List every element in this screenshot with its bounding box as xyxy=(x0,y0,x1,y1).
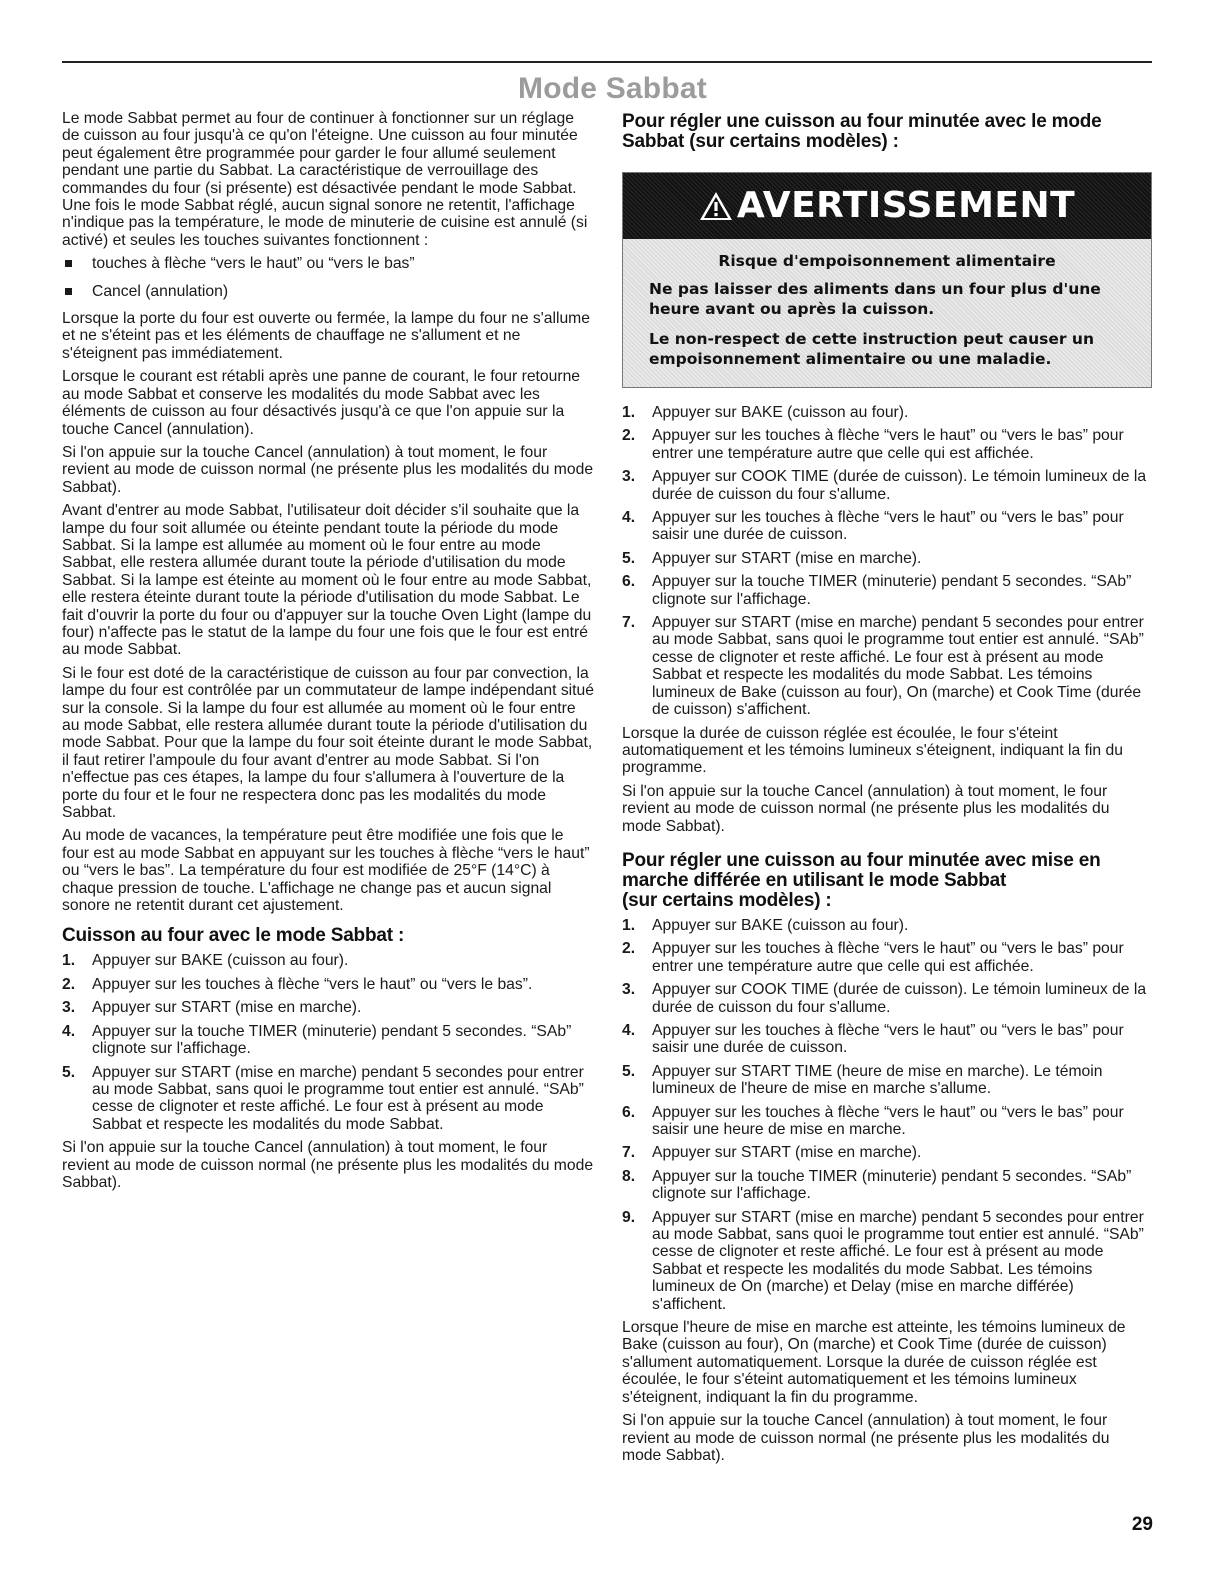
step-text: Appuyer sur la touche TIMER (minuterie) pendant 5 secondes. “SAb” clignote sur l'affichage. xyxy=(652,573,1132,608)
step-number: 6. xyxy=(622,1103,636,1121)
paragraph-end-program: Lorsque la durée de cuisson réglée est écoulée, le four s'éteint automatiquement et les témoins lumineux s'éteignent, indiquant la fin du programme. xyxy=(622,724,1123,777)
step-number: 5. xyxy=(622,549,636,567)
step-text: Appuyer sur BAKE (cuisson au four). xyxy=(652,404,909,421)
warning-line-1: Ne pas laisser des aliments dans un four plus d'une heure avant ou après la cuisson. xyxy=(649,280,1101,318)
step-text: Appuyer sur BAKE (cuisson au four). xyxy=(652,916,909,934)
bullet-square-icon xyxy=(65,260,72,267)
section-heading-delayed-bake-line2: (sur certains modèles) : xyxy=(622,889,832,911)
right-column xyxy=(622,112,1152,1470)
step-text: Appuyer sur les touches à flèche “vers le haut” ou “vers le bas”. xyxy=(92,975,533,993)
paragraph-cancel: Si l'on appuie sur la touche Cancel (annulation) à tout moment, le four revient au mode de cuisson normal (ne présente plus les modalités du mode Sabbat). xyxy=(62,443,594,496)
step-item xyxy=(622,468,1152,503)
step-number: 8. xyxy=(622,1167,636,1185)
top-rule xyxy=(62,61,1152,63)
timed-bake-steps xyxy=(622,404,1152,719)
paragraph-cancel-3: Si l'on appuie sur la touche Cancel (annulation) à tout moment, le four revient au mode de cuisson normal (ne présente plus les modalités du mode Sabbat). xyxy=(622,782,1110,835)
step-item xyxy=(622,1168,1152,1203)
step-number: 1. xyxy=(62,952,76,970)
step-text: Appuyer sur la touche TIMER (minuterie) pendant 5 secondes. “SAb” clignote sur l'affichage. xyxy=(92,1022,572,1058)
page-title: Mode Sabbat xyxy=(518,72,707,105)
step-item xyxy=(622,404,1152,421)
intro-paragraph: Le mode Sabbat permet au four de continuer à fonctionner sur un réglage de cuisson au four jusqu'à ce qu'on l'éteigne. Une cuisson au four minutée peut également être programmée pour garder le four allumé seulement pendant une partie du Sabbat. La caractéristique de verrouillage des commandes du four (si présente) est désactivée pendant le mode Sabbat. Une fois le mode Sabbat réglé, aucun signal sonore ne retentit, l'affichage n'indique pas la température, le mode de minuterie de cuisine est annulé (si activé) et seules les touches suivantes fonctionnent : xyxy=(62,110,588,249)
step-text: Appuyer sur START (mise en marche). xyxy=(92,999,362,1017)
step-text: Appuyer sur BAKE (cuisson au four). xyxy=(92,952,349,970)
left-column xyxy=(62,110,594,1197)
step-item xyxy=(62,952,594,969)
step-item xyxy=(62,976,594,993)
warning-body xyxy=(623,239,1151,369)
step-text: Appuyer sur les touches à flèche “vers le haut” ou “vers le bas” pour entrer une température autre que celle qui est affichée. xyxy=(652,427,1124,462)
list-item-text: touches à flèche “vers le haut” ou “vers le bas” xyxy=(92,255,415,273)
step-item xyxy=(622,1144,1152,1161)
warning-risk: Risque d'empoisonnement alimentaire xyxy=(718,252,1056,270)
step-item xyxy=(622,573,1152,608)
step-number: 4. xyxy=(62,1022,76,1040)
warning-box xyxy=(622,172,1152,388)
warning-header xyxy=(623,173,1151,239)
warning-line-2: Le non-respect de cette instruction peut causer un empoisonnement alimentaire ou une maladie. xyxy=(649,330,1094,368)
step-item xyxy=(622,509,1152,544)
section-heading-timed-bake: Pour régler une cuisson au four minutée avec le mode Sabbat (sur certains modèles) : xyxy=(622,111,1102,152)
bullet-square-icon xyxy=(65,288,72,295)
step-item xyxy=(622,550,1152,567)
step-text: Appuyer sur START (mise en marche) pendant 5 secondes pour entrer au mode Sabbat, sans quoi le programme tout entier est annulé. “SAb” cesse de clignoter et reste affiché. Le four est à présent au mode Sabbat et respecte les modalités du mode Sabbat. Les témoins lumineux de Bake (cuisson au four), On (marche) et Cook Time (durée de cuisson) s'affichent. xyxy=(652,614,1144,719)
step-number: 3. xyxy=(622,981,636,999)
step-text: Appuyer sur START (mise en marche) pendant 5 secondes pour entrer au mode Sabbat, sans quoi le programme tout entier est annulé. “SAb” cesse de clignoter et reste affiché. Le four est à présent au mode Sabbat et respecte les modalités du mode Sabbat. xyxy=(92,1063,584,1133)
step-text: Appuyer sur START (mise en marche). xyxy=(652,1144,922,1162)
paragraph-convection: Si le four est doté de la caractéristique de cuisson au four par convection, la lampe du four est contrôlée par un commutateur de lampe indépendant situé sur la console. Si la lampe du four est allumée au moment où le four entre au mode Sabbat, elle restera allumée durant toute la période d'utilisation du mode Sabbat. Pour que la lampe du four soit éteinte durant le mode Sabbat, il faut retirer l'ampoule du four avant d'entrer au mode Sabbat. Si l'on n'effectue pas ces étapes, la lampe du four s'allumera à l'ouverture de la porte du four et le four ne respectera donc pas les modalités du mode Sabbat. xyxy=(62,664,594,822)
step-number: 2. xyxy=(62,975,76,993)
step-text: Appuyer sur les touches à flèche “vers le haut” ou “vers le bas” pour saisir une durée de cuisson. xyxy=(652,509,1124,544)
step-item xyxy=(62,1023,594,1058)
step-text: Appuyer sur la touche TIMER (minuterie) pendant 5 secondes. “SAb” clignote sur l'affichage. xyxy=(652,1167,1132,1203)
section-heading-delayed-bake xyxy=(622,851,1152,911)
step-number: 4. xyxy=(622,1021,636,1039)
active-keys-list xyxy=(62,255,594,300)
step-item xyxy=(622,940,1152,975)
step-item xyxy=(622,614,1152,718)
list-item-text: Cancel (annulation) xyxy=(92,282,229,300)
paragraph-cancel-4: Si l'on appuie sur la touche Cancel (annulation) à tout moment, le four revient au mode de cuisson normal (ne présente plus les modalités du mode Sabbat). xyxy=(622,1412,1110,1464)
step-item xyxy=(622,1063,1152,1098)
step-item xyxy=(62,1064,594,1134)
step-item xyxy=(622,981,1152,1016)
step-number: 1. xyxy=(622,916,636,934)
warning-title: AVERTISSEMENT xyxy=(736,185,1076,227)
step-text: Appuyer sur COOK TIME (durée de cuisson). Le témoin lumineux de la durée de cuisson du four s'allume. xyxy=(652,981,1147,1016)
step-item xyxy=(622,427,1152,462)
step-text: Appuyer sur START (mise en marche) pendant 5 secondes pour entrer au mode Sabbat, sans quoi le programme tout entier est annulé. “SAb” cesse de clignoter et reste affiché. Le four est à présent au mode Sabbat et respecte les modalités du mode Sabbat. Les témoins lumineux de On (marche) et Delay (mise en marche différée) s'affichent. xyxy=(652,1208,1144,1313)
step-item xyxy=(622,1104,1152,1139)
step-item xyxy=(622,917,1152,934)
step-number: 4. xyxy=(622,509,636,527)
section-heading-delayed-bake-line1: Pour régler une cuisson au four minutée avec mise en marche différée en utilisant le mode Sabbat xyxy=(622,849,1101,891)
step-number: 5. xyxy=(62,1063,76,1081)
step-number: 3. xyxy=(622,468,636,486)
step-text: Appuyer sur les touches à flèche “vers le haut” ou “vers le bas” pour entrer une température autre que celle qui est affichée. xyxy=(652,940,1124,975)
paragraph-power-failure: Lorsque le courant est rétabli après une panne de courant, le four retourne au mode Sabbat et conserve les modalités du mode Sabbat avec les éléments de cuisson au four désactivés jusqu'à ce que l'on appuie sur la touche Cancel (annulation). xyxy=(62,368,581,438)
paragraph-cancel-2: Si l'on appuie sur la touche Cancel (annulation) à tout moment, le four revient au mode de cuisson normal (ne présente plus les modalités du mode Sabbat). xyxy=(62,1139,594,1191)
step-item xyxy=(622,1209,1152,1313)
step-item xyxy=(62,999,594,1016)
step-text: Appuyer sur START (mise en marche). xyxy=(652,549,922,567)
step-number: 9. xyxy=(622,1208,636,1226)
step-text: Appuyer sur START TIME (heure de mise en marche). Le témoin lumineux de l'heure de mise en marche s'allume. xyxy=(652,1062,1103,1098)
paragraph-holiday-mode: Au mode de vacances, la température peut être modifiée une fois que le four est au mode Sabbat en appuyant sur les touches à flèche “vers le haut” ou “vers le bas”. La température du four est modifiée de 25°F (14°C) à chaque pression de touche. L'affichage ne change pas et aucun signal sonore ne retentit durant cet ajustement. xyxy=(62,827,590,915)
step-item xyxy=(622,1022,1152,1057)
step-number: 5. xyxy=(622,1062,636,1080)
paragraph-start-time-reached: Lorsque l'heure de mise en marche est atteinte, les témoins lumineux de Bake (cuisson au four), On (marche) et Cook Time (durée de cuisson) s'allument automatiquement. Lorsque la durée de cuisson réglée est écoulée, le four s'éteint automatiquement et les témoins lumineux s'éteignent, indiquant la fin du programme. xyxy=(622,1319,1126,1406)
paragraph-door: Lorsque la porte du four est ouverte ou fermée, la lampe du four ne s'allume et ne s'éteint pas et les éléments de chauffage ne s'allument et ne s'éteignent pas immédiatement. xyxy=(62,310,590,362)
section-heading-bake-sabbath: Cuisson au four avec le mode Sabbat : xyxy=(62,925,405,947)
step-number: 7. xyxy=(622,614,636,632)
step-number: 3. xyxy=(62,999,76,1017)
step-text: Appuyer sur les touches à flèche “vers le haut” ou “vers le bas” pour saisir une heure de mise en marche. xyxy=(652,1103,1124,1138)
bake-sabbath-steps xyxy=(62,952,594,1133)
warning-triangle-icon xyxy=(699,191,733,221)
page-number: 29 xyxy=(1131,1514,1153,1535)
delayed-bake-steps xyxy=(622,917,1152,1313)
list-item xyxy=(62,283,594,300)
paragraph-lamp: Avant d'entrer au mode Sabbat, l'utilisateur doit décider s'il souhaite que la lampe du four soit allumée ou éteinte pendant toute la période du mode Sabbat. Si la lampe est allumée au moment où le four entre au mode Sabbat, elle restera allumée durant toute la période d'utilisation du mode Sabbat. Si la lampe est éteinte au moment où le four entre au mode Sabbat, elle restera éteinte durant toute la période d'utilisation du mode Sabbat. Le fait d'ouvrir la porte du four ou d'appuyer sur la touche Oven Light (lampe du four) n'affecte pas le statut de la lampe du four une fois que le four est entré au mode Sabbat. xyxy=(62,502,592,659)
step-number: 2. xyxy=(622,427,636,445)
step-number: 6. xyxy=(622,573,636,591)
step-number: 1. xyxy=(622,404,636,421)
step-text: Appuyer sur COOK TIME (durée de cuisson). Le témoin lumineux de la durée de cuisson du four s'allume. xyxy=(652,468,1147,503)
step-number: 7. xyxy=(622,1144,636,1162)
step-number: 2. xyxy=(622,940,636,958)
list-item xyxy=(62,255,594,272)
step-text: Appuyer sur les touches à flèche “vers le haut” ou “vers le bas” pour saisir une durée de cuisson. xyxy=(652,1021,1124,1057)
